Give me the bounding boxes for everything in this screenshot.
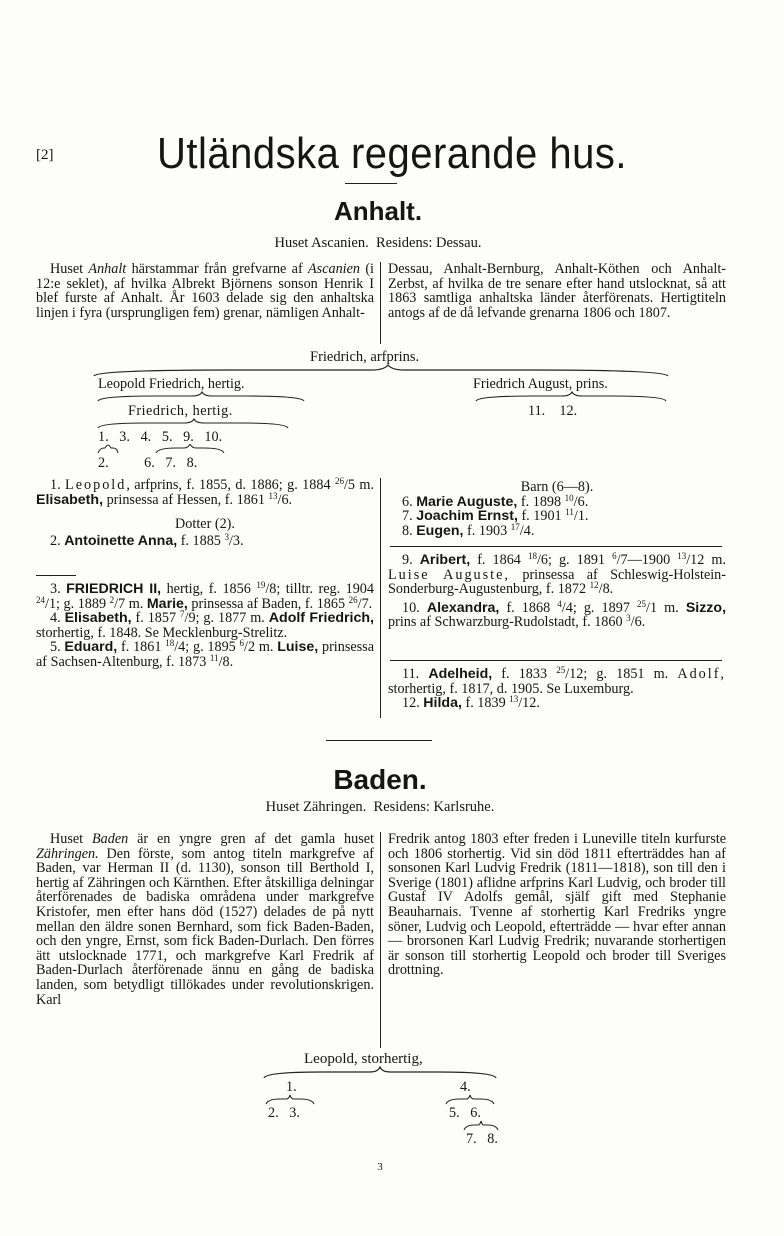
house-name: Ascanien (308, 261, 361, 277)
page-title: Utländska regerande hus. (156, 130, 628, 178)
entry: 8. Eugen, f. 1903 $^{17}$/4. (402, 521, 535, 539)
intro-text: (i 12:e seklet), af hvilka Albrekt Björnens sonson Henrik I blef furste af Anhalt. År 1603 delade sig den anhaltska linjen i fyra (ursprungligen fem) grenar, nämligen Anhalt- (36, 261, 374, 321)
baden-tree-c1: 1. (286, 1079, 297, 1095)
anhalt-subheading: Huset Ascanien. Residens: Dessau. (274, 235, 482, 251)
entry: 9. Aribert, f. 1864 $^{18}$/6; g. 1891 $^6$/7—1900 $^{13}$/12 m. Luise Auguste, prinsessa af Schleswig-Holstein-Sonderburg-Augustenburg, f. 1872 $^{12}$/8. (388, 551, 726, 598)
house-name: Zähringen. (36, 845, 99, 862)
column-divider (380, 262, 381, 344)
entry: 7. Joachim Ernst, f. 1901 $^{11}$/1. (402, 507, 589, 525)
intro-text: Huset (50, 831, 92, 847)
entry: 1. Leopold, arfprins, f. 1855, d. 1886; g. 1884 $^{26}$/5 m. Elisabeth, prinsessa af Hessen, f. 1861 $^{13}$/6. (36, 476, 374, 508)
intro-text: Huset (50, 261, 89, 277)
entry: 6. Marie Auguste, f. 1898 $^{10}$/6. (402, 492, 589, 510)
baden-tree-root: Leopold, storhertig, (304, 1051, 423, 1067)
entry: 11. Adelheid, f. 1833 $^{25}$/12; g. 1851 m. Adolf, storhertig, f. 1817, d. 1905. Se Luxemburg. (388, 665, 726, 697)
entry: 4. Elisabeth, f. 1857 $^7$/9; g. 1877 m. Adolf Friedrich, storhertig, f. 1848. Se Mecklenburg-Strelitz. (36, 609, 374, 641)
intro-text: är en yngre gren af det gamla huset (128, 831, 374, 847)
anhalt-entries-right-3 (388, 667, 726, 711)
entry-rule (390, 660, 722, 661)
entry-rule (36, 575, 76, 576)
dotter-heading: Dotter (2). (175, 516, 235, 533)
entry: 5. Eduard, f. 1861 $^{18}$/4; g. 1895 $^6$/2 m. Luise, prinsessa af Sachsen-Altenburg, f. 1873 $^{11}$/8. (36, 638, 375, 670)
anhalt-intro-right: Dessau, Anhalt-Bernburg, Anhalt-Köthen och Anhalt-Zerbst, af hvilka de tre senare efter hand utslocknat, så att 1863 samtliga anhaltska länder återförenats. Hertigtiteln antogs af de då lefvande grenarna 1806 och 1807. (388, 261, 726, 321)
anhalt-heading: Anhalt. (333, 196, 423, 226)
column-divider (380, 478, 381, 718)
baden-tree-g2: 5. 6. (449, 1105, 481, 1121)
barn-heading: Barn (6—8). (520, 479, 594, 495)
tree-root: Friedrich, arfprins. (310, 349, 420, 365)
tree-right-kids: 11. 12. (528, 403, 578, 419)
tree-brace (96, 444, 244, 454)
tree-gen4: 2. 6. 7. 8. (98, 455, 198, 471)
house-name: Baden (91, 831, 129, 847)
tree-left-child: Friedrich, hertig. (128, 403, 233, 419)
intro-text: härstammar från grefvarne af (126, 261, 308, 277)
baden-intro-left (36, 832, 374, 1007)
entry: 2. Antoinette Anna, f. 1885 $^3$/3. (50, 531, 244, 549)
page-marker: [2] (36, 147, 54, 163)
tree-gen3: 1. 3. 4. 5. 9. 10. (98, 429, 223, 445)
page-number: 3 (377, 1161, 383, 1173)
entry: 10. Alexandra, f. 1868 $^4$/4; g. 1897 $^{25}$/1 m. Sizzo, prins af Schwarzburg-Rudolstadt, f. 1860 $^3$/6. (388, 598, 727, 631)
intro-text: Den förste, som antog titeln markgrefve af Baden, var Herman II (d. 1130), sonson till Berthold I, hertig af Zähringen och Kärnthen. Efter åtskilliga delningar återförenades de badiska områdena under markgrefve Kristofer, men efter hans död (1527) delades de på nytt mellan den äldre sonen Bernhard, som fick Baden-Baden, och den yngre, Ernst, som fick Baden-Durlach. Den förres ätt utslocknade 1771, och markgrefve Karl Fredrik af Baden-Durlach återförenade ännu en gång de badiska landen, som betydligt tillökades under revolutionskrigen. Karl (36, 845, 375, 1008)
tree-brace (474, 391, 670, 403)
entry: 12. Hilda, f. 1839 $^{13}$/12. (402, 694, 540, 712)
title-rule (345, 183, 397, 184)
baden-tree-g1: 2. 3. (268, 1105, 300, 1121)
column-divider (380, 832, 381, 1048)
tree-right: Friedrich August, prins. (473, 376, 608, 392)
baden-tree-c4: 4. (460, 1079, 471, 1095)
house-name: Anhalt (88, 261, 127, 277)
baden-heading: Baden. (333, 764, 427, 795)
entry-rule (390, 546, 722, 547)
anhalt-entries-right-2 (388, 553, 726, 630)
tree-left: Leopold Friedrich, hertig. (98, 376, 245, 392)
section-rule (326, 740, 432, 741)
anhalt-entries-left (36, 478, 374, 548)
entry: 3. FRIEDRICH II, hertig, f. 1856 $^{19}$/8; tilltr. reg. 1904 $^{24}$/1; g. 1889 $^2$/7 m. Marie, prinsessa af Baden, f. 1865 $^{26}$/7. (36, 580, 374, 612)
anhalt-entries-right (388, 480, 726, 538)
anhalt-entries-left-2 (36, 582, 374, 670)
anhalt-intro-left (36, 262, 374, 320)
tree-brace (262, 1066, 498, 1080)
baden-subheading: Huset Zähringen. Residens: Karlsruhe. (265, 799, 495, 815)
baden-tree-g3: 7. 8. (466, 1131, 498, 1147)
tree-brace (96, 391, 308, 403)
baden-intro-right: Fredrik antog 1803 efter freden i Luneville titeln kurfurste och 1806 storhertig. Vid sin död 1811 efterträddes han af sonsonen Karl Ludvig Fredrik (1811—1818), son till den i Sverige (1801) aflidne arfprins Karl Ludvig, och broder till Gustaf IV Adolfs gemål, själf gift med Stephanie Beauharnais. Tvenne af storhertig Karl Fredriks yngre söner, Ludvig och Leopold, efterträdde — hvar efter annan — brorsonen Karl Ludvig Fredrik; nuvarande storhertigen är sonson till storhertig Leopold och broder till Sveriges drottning. (388, 831, 726, 979)
